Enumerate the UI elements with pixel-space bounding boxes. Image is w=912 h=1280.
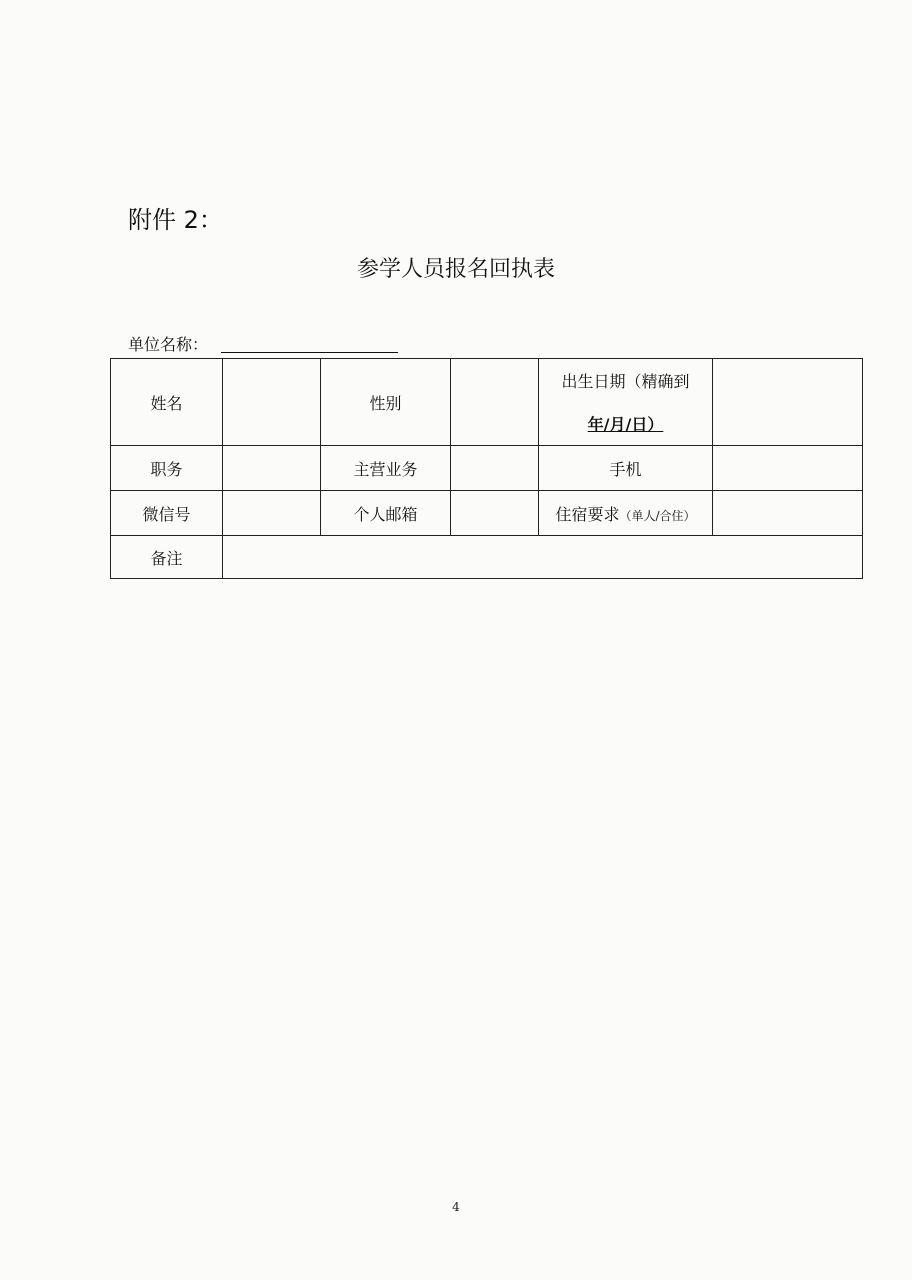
dob-label-line1: 出生日期（精确到	[561, 372, 690, 391]
email-field[interactable]	[451, 491, 539, 536]
position-label: 职务	[111, 446, 223, 491]
accommodation-label-text: 住宿要求	[555, 504, 620, 524]
gender-label: 性别	[321, 359, 451, 446]
signup-table	[110, 358, 863, 579]
accommodation-field[interactable]	[713, 491, 863, 536]
dob-label-line2: 年/月/日）	[587, 415, 664, 434]
remarks-field[interactable]	[223, 536, 863, 579]
unit-name-label: 单位名称：	[128, 335, 209, 354]
form-title: 参学人员报名回执表	[356, 257, 555, 282]
phone-field[interactable]	[713, 446, 863, 491]
page-number: 4	[452, 1200, 460, 1214]
unit-name-field[interactable]	[221, 352, 398, 353]
wechat-label: 微信号	[111, 491, 223, 536]
dob-label	[539, 359, 713, 446]
main-business-field[interactable]	[451, 446, 539, 491]
phone-label: 手机	[539, 446, 713, 491]
main-business-label: 主营业务	[321, 446, 451, 491]
accommodation-label	[539, 491, 713, 536]
position-field[interactable]	[223, 446, 321, 491]
email-label: 个人邮箱	[321, 491, 451, 536]
table-row	[111, 536, 863, 579]
name-field[interactable]	[223, 359, 321, 446]
wechat-field[interactable]	[223, 491, 321, 536]
gender-field[interactable]	[451, 359, 539, 446]
table-row	[111, 446, 863, 491]
table-row	[111, 359, 863, 446]
table-row	[111, 491, 863, 536]
remarks-label: 备注	[111, 536, 223, 579]
accommodation-options: （单人/合住）	[619, 508, 696, 523]
attachment-label: 附件 2：	[128, 206, 223, 234]
name-label: 姓名	[111, 359, 223, 446]
dob-field[interactable]	[713, 359, 863, 446]
